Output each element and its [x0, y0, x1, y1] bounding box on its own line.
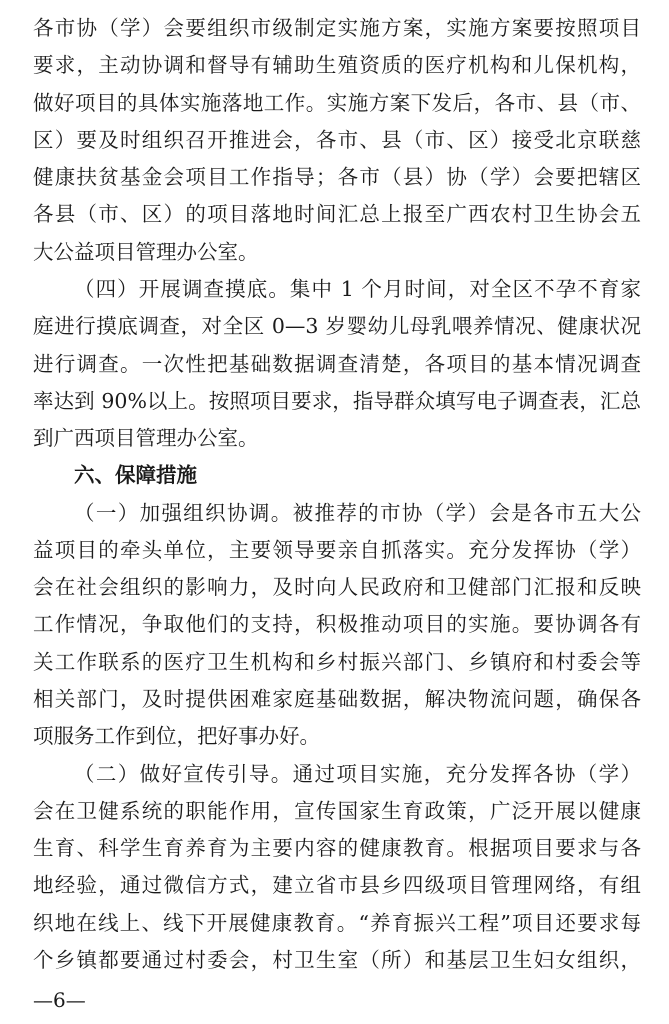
text-line: （四）开展调查摸底。集中 1 个月时间，对全区不孕不育家 — [74, 277, 641, 301]
text-line: 大公益项目管理办公室。 — [33, 240, 259, 264]
text-line: 关工作联系的医疗卫生机构和乡村振兴部门、乡镇府和村委会等 — [33, 650, 641, 674]
text-line: 率达到 90%以上。按照项目要求，指导群众填写电子调查表，汇总 — [33, 389, 641, 413]
text-line: 生育、科学生育养育为主要内容的健康教育。根据项目要求与各 — [33, 836, 641, 860]
text-line: 相关部门，及时提供困难家庭基础数据，解决物流问题，确保各 — [33, 687, 641, 711]
text-line: 益项目的牵头单位，主要领导要亲自抓落实。充分发挥协（学） — [33, 538, 641, 562]
text-line: 项服务工作到位，把好事办好。 — [33, 724, 320, 748]
text-line: 到广西项目管理办公室。 — [33, 426, 259, 450]
section-heading: 六、保障措施 — [74, 463, 197, 487]
text-line: 要求，主动协调和督导有辅助生殖资质的医疗机构和儿保机构， — [33, 53, 641, 77]
text-line: 各县（市、区）的项目落地时间汇总上报至广西农村卫生协会五 — [33, 202, 641, 226]
text-line: 织地在线上、线下开展健康教育。“养育振兴工程”项目还要求每 — [33, 911, 641, 935]
text-line: 进行调查。一次性把基础数据调查清楚，各项目的基本情况调查 — [33, 352, 641, 376]
text-line: 会在社会组织的影响力，及时向人民政府和卫健部门汇报和反映 — [33, 575, 641, 599]
text-line: （一）加强组织协调。被推荐的市协（学）会是各市五大公 — [74, 501, 641, 525]
text-line: 健康扶贫基金会项目工作指导；各市（县）协（学）会要把辖区 — [33, 165, 641, 189]
text-line: 工作情况，争取他们的支持，积极推动项目的实施。要协调各有 — [33, 612, 641, 636]
text-line: 个乡镇都要通过村委会，村卫生室（所）和基层卫生妇女组织， — [33, 948, 641, 972]
text-line: 会在卫健系统的职能作用，宣传国家生育政策，广泛开展以健康 — [33, 799, 641, 823]
text-line: 地经验，通过微信方式，建立省市县乡四级项目管理网络，有组 — [33, 873, 641, 897]
text-line: 区）要及时组织召开推进会，各市、县（市、区）接受北京联慈 — [33, 128, 641, 152]
page-number: —6— — [33, 988, 86, 1012]
text-line: （二）做好宣传引导。通过项目实施，充分发挥各协（学） — [74, 762, 641, 786]
text-line: 庭进行摸底调查，对全区 0—3 岁婴幼儿母乳喂养情况、健康状况 — [33, 314, 641, 338]
text-line: 做好项目的具体实施落地工作。实施方案下发后，各市、县（市、 — [33, 91, 641, 115]
text-line: 各市协（学）会要组织市级制定实施方案，实施方案要按照项目 — [33, 16, 641, 40]
